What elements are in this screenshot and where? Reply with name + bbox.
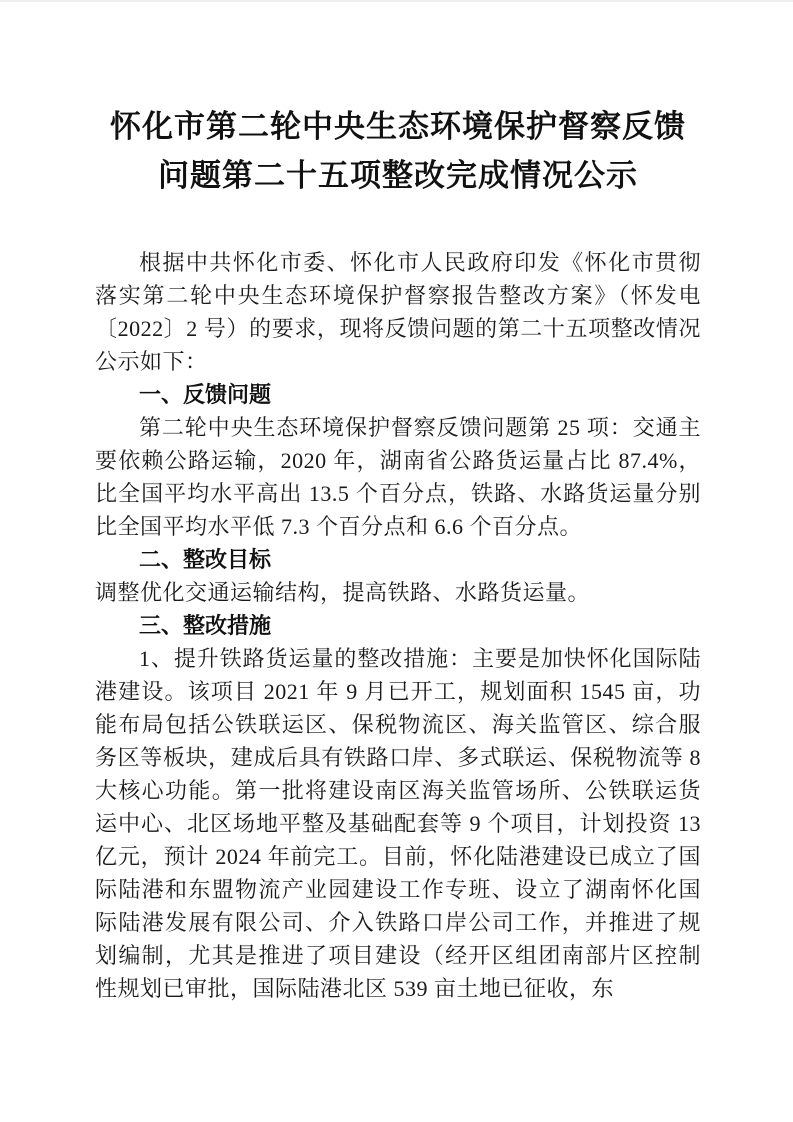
document-title-line-2: 问题第二十五项整改完成情况公示 [158, 158, 638, 193]
intro-paragraph: 根据中共怀化市委、怀化市人民政府印发《怀化市贯彻落实第二轮中央生态环境保护督察报告整改方案》（怀发电〔2022〕2 号）的要求，现将反馈问题的第二十五项整改情况公示如下： [95, 250, 701, 374]
document-title [95, 102, 701, 200]
section-1-paragraph: 第二轮中央生态环境保护督察反馈问题第 25 项：交通主要依赖公路运输，2020 年，湖南省公路货运量占比 87.4%，比全国平均水平高出 13.5 个百分点，铁路、水路货运量分别比全国平均水平低 7.3 个百分点和 6.6 个百分点。 [95, 415, 701, 539]
section-3-paragraph: 1、提升铁路货运量的整改措施：主要是加快怀化国际陆港建设。该项目 2021 年 9 月已开工，规划面积 1545 亩，功能布局包括公铁联运区、保税物流区、海关监管区、综合服务区等板块，建成后具有铁路口岸、多式联运、保税物流等 8 大核心功能。第一批将建设南区海关监管场所、公铁联运货运中心、北区场地平整及基础配套等 9 个项目，计划投资 13 亿元，预计 2024 年前完工。目前，怀化陆港建设已成立了国际陆港和东盟物流产业园建设工作专班、设立了湖南怀化国际陆港发展有限公司、介入铁路口岸公司工作，并推进了规划编制，尤其是推进了项目建设（经开区组团南部片区控制性规划已审批，国际陆港北区 539 亩土地已征收，东 [95, 646, 701, 1001]
section-1-heading: 一、反馈问题 [139, 382, 272, 407]
section-3-heading: 三、整改措施 [139, 613, 272, 638]
section-2-heading: 二、整改目标 [139, 547, 272, 572]
section-2-paragraph: 调整优化交通运输结构，提高铁路、水路货运量。 [95, 580, 591, 605]
document-title-line-1: 怀化市第二轮中央生态环境保护督察反馈 [110, 109, 686, 144]
